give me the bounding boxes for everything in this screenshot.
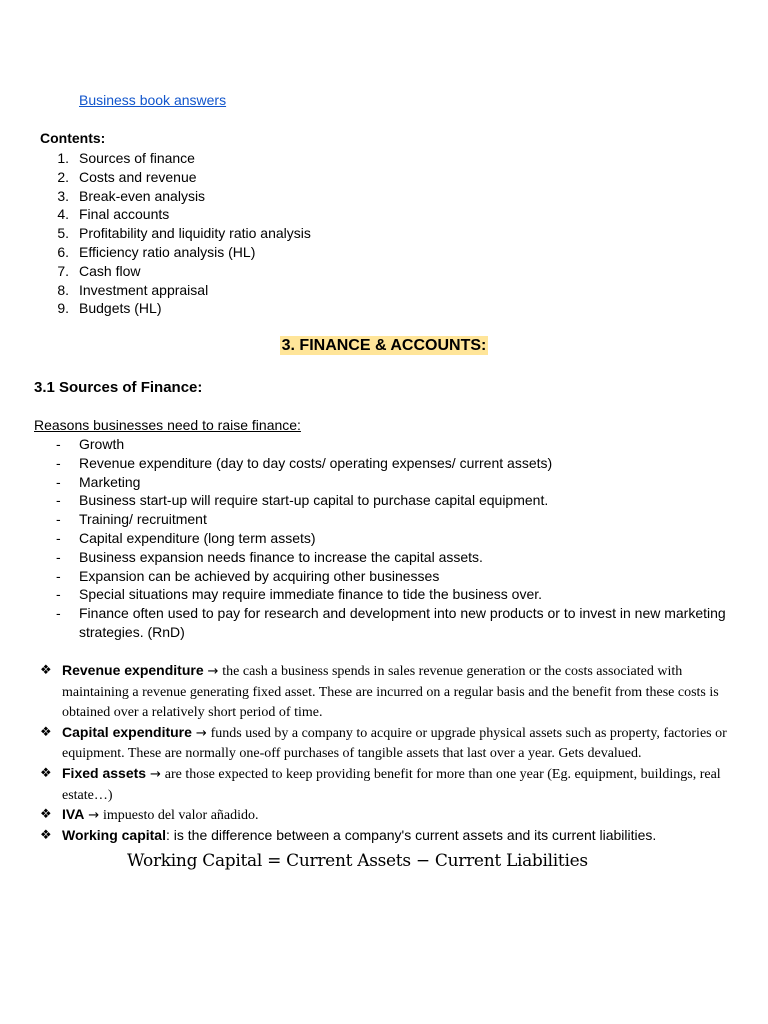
list-item [34, 604, 734, 642]
contents-item [40, 149, 311, 168]
contents-item-number: 9. [57, 300, 69, 317]
list-item-text: Training/ recruitment [79, 511, 207, 528]
reasons-list [34, 435, 734, 642]
contents-item [40, 224, 311, 243]
contents-item-number: 1. [57, 150, 69, 166]
definition-term: Revenue expenditure [62, 662, 204, 678]
contents-item-label: Investment appraisal [79, 281, 209, 298]
contents-item-label: Break-even analysis [79, 187, 206, 204]
diamond-bullet-icon: ❖ [40, 826, 52, 842]
contents-item-label: Profitability and liquidity ratio analysis [79, 225, 311, 242]
right-arrow-icon: → [195, 725, 207, 741]
contents-item-number: 4. [57, 206, 69, 223]
definition-item [40, 723, 730, 764]
contents-item [40, 281, 311, 300]
right-arrow-icon: → [88, 808, 100, 824]
list-item-text: Special situations may require immediate finance to tide the business over. [79, 586, 543, 603]
contents-item [40, 187, 311, 206]
right-arrow-icon: → [207, 664, 219, 679]
contents-list [40, 149, 311, 318]
contents-item-number: 6. [57, 243, 69, 260]
contents-item-number: 3. [57, 187, 69, 204]
dash-bullet: - [56, 473, 61, 490]
contents-item-label: Sources of finance [79, 150, 195, 166]
list-item-text: Business start-up will require start-up capital to purchase capital equipment. [79, 492, 549, 509]
list-item-text: Business expansion needs finance to increase the capital assets. [79, 548, 483, 565]
definition-item [40, 805, 730, 826]
list-item [34, 548, 734, 567]
list-item [34, 454, 734, 473]
contents-item-number: 8. [57, 281, 69, 298]
contents-item-label: Cash flow [79, 262, 141, 279]
definition-item [40, 826, 730, 845]
right-arrow-icon: → [149, 766, 161, 782]
contents-heading: Contents: [40, 130, 106, 146]
list-item [34, 491, 734, 510]
section-title-text: 3. FINANCE & ACCOUNTS: [281, 337, 487, 354]
contents-item [40, 168, 311, 187]
dash-bullet: - [56, 548, 61, 565]
list-item [34, 567, 734, 586]
contents-item-label: Final accounts [79, 206, 170, 223]
dash-bullet: - [56, 511, 61, 528]
dash-bullet: - [56, 605, 61, 622]
list-item-text: Finance often used to pay for research and development into new products or to invest in new marketing strategies. (RnD) [79, 605, 726, 640]
contents-item-number: 7. [57, 262, 69, 279]
contents-item-label: Budgets (HL) [79, 300, 162, 317]
dash-bullet: - [56, 454, 61, 471]
definitions-list [40, 661, 730, 844]
subsection-title: 3.1 Sources of Finance: [34, 379, 203, 396]
diamond-bullet-icon: ❖ [40, 764, 52, 780]
contents-item-label: Costs and revenue [79, 168, 197, 185]
contents-item [40, 243, 311, 262]
list-item-text: Revenue expenditure (day to day costs/ operating expenses/ current assets) [79, 454, 553, 471]
contents-item-number: 5. [57, 225, 69, 242]
dash-bullet: - [56, 436, 61, 452]
diamond-bullet-icon: ❖ [40, 723, 52, 739]
reasons-heading: Reasons businesses need to raise finance: [34, 417, 301, 433]
dash-bullet: - [56, 492, 61, 509]
definition-term: IVA [62, 806, 85, 823]
list-item-text: Growth [79, 436, 125, 452]
list-item [34, 585, 734, 604]
list-item [34, 510, 734, 529]
definition-text: are those expected to keep providing benefit for more than one year (Eg. equipment, buildings, real estate…) [62, 766, 721, 803]
definition-item [40, 661, 730, 723]
contents-item [40, 262, 311, 281]
definition-item [40, 764, 730, 805]
list-item [34, 435, 734, 454]
section-title [0, 337, 768, 355]
definition-text: impuesto del valor añadido. [103, 808, 259, 824]
contents-item [40, 205, 311, 224]
definition-text: : is the difference between a company's current assets and its current liabilities. [165, 826, 657, 843]
dash-bullet: - [56, 586, 61, 603]
list-item-text: Expansion can be achieved by acquiring other businesses [79, 567, 440, 584]
definition-term: Capital expenditure [62, 723, 192, 740]
dash-bullet: - [56, 567, 61, 584]
list-item [34, 473, 734, 492]
diamond-bullet-icon: ❖ [40, 662, 52, 677]
definition-term: Working capital [62, 826, 166, 843]
definition-text: funds used by a company to acquire or upgrade physical assets such as property, factories or equipment. These are normally one-off purchases of tangible assets that last over a year. Gets devalued. [62, 725, 727, 762]
working-capital-formula: Working Capital = Current Assets − Current Liabilities [127, 851, 588, 871]
business-book-answers-link[interactable]: Business book answers [79, 92, 227, 108]
list-item-text: Marketing [79, 473, 141, 490]
list-item-text: Capital expenditure (long term assets) [79, 529, 316, 546]
definition-term: Fixed assets [62, 764, 147, 781]
dash-bullet: - [56, 529, 61, 546]
contents-item-number: 2. [57, 168, 69, 185]
list-item [34, 529, 734, 548]
contents-item [40, 299, 311, 318]
diamond-bullet-icon: ❖ [40, 806, 52, 822]
contents-item-label: Efficiency ratio analysis (HL) [79, 243, 256, 260]
definition-text: the cash a business spends in sales revenue generation or the costs associated with maintaining a revenue generating fixed asset. These are incurred on a regular basis and the benefit from these costs is obtained over a relatively short period of time. [62, 664, 719, 721]
